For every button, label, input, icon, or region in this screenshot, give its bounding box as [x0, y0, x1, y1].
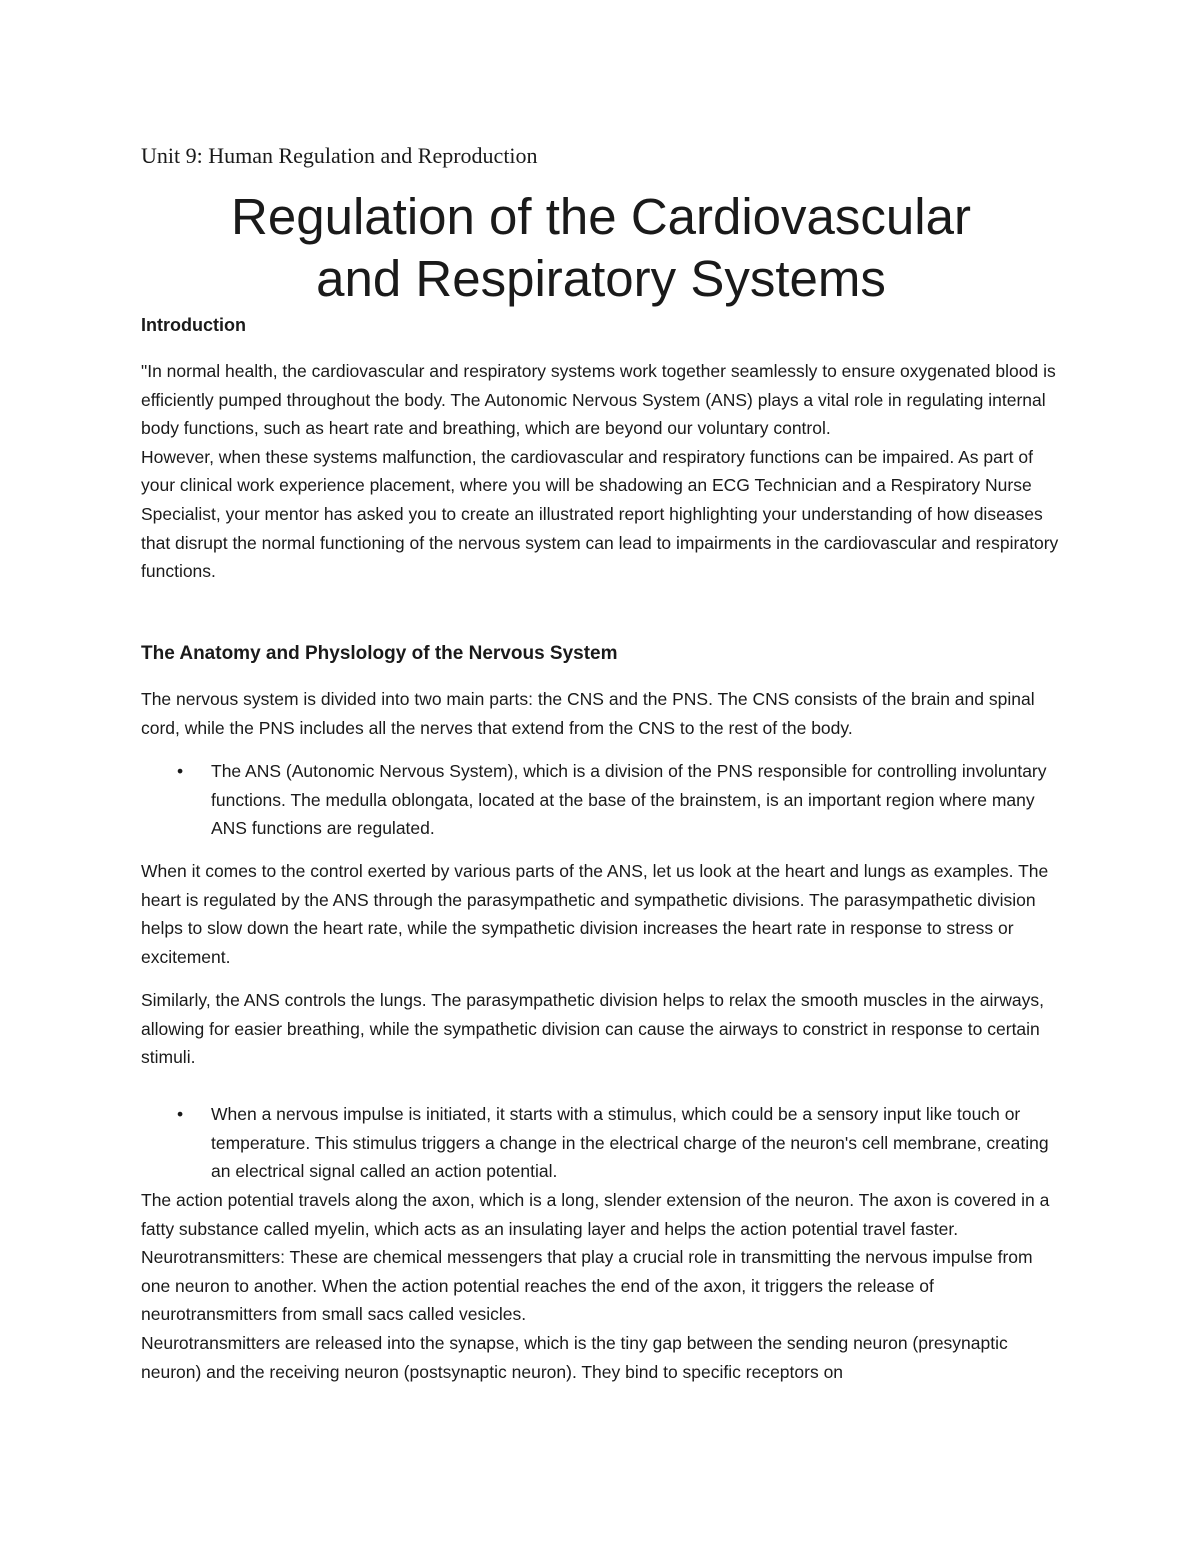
unit-label: Unit 9: Human Regulation and Reproduction: [141, 143, 538, 168]
intro-body: [141, 357, 1061, 586]
bullet-marker: •: [177, 761, 184, 781]
section-paragraph-6: Neurotransmitters are released into the synapse, which is the tiny gap between the sending neuron (presynaptic neuron) and the receiving neuron (postsynaptic neuron). They bind to specific receptors on: [141, 1332, 1008, 1382]
document-title: [141, 186, 1061, 310]
bullet-item-ans: [141, 757, 1061, 843]
section-paragraph-3-text: Similarly, the ANS controls the lungs. The parasympathetic division helps to relax the smooth muscles in the airways, allowing for easier breathing, while the sympathetic division can cause the airways to constrict in response to certain stimuli.: [141, 990, 1044, 1068]
section-paragraph-4: The action potential travels along the axon, which is a long, slender extension of the neuron. The axon is covered in a fatty substance called myelin, which acts as an insulating layer and helps the action potential travel faster.: [141, 1190, 1050, 1239]
section-paragraph-5: Neurotransmitters: These are chemical messengers that play a crucial role in transmitting the nervous impulse from one neuron to another. When the action potential reaches the end of the axon, it triggers the release of neurotransmitters from small sacs called vesicles.: [141, 1247, 1033, 1325]
bullet-item-impulse: [141, 1100, 1061, 1186]
section-heading: The Anatomy and Physlology of the Nervous System: [141, 643, 618, 664]
intro-paragraph-1: "In normal health, the cardiovascular and respiratory systems work together seamlessly to ensure oxygenated blood is efficiently pumped throughout the body. The Autonomic Nervous System (ANS) plays a vital role in regulating internal body functions, such as heart rate and breathing, which are beyond our voluntary control.: [141, 361, 1056, 439]
section-paragraph-3: [141, 986, 1061, 1072]
title-line-1: Regulation of the Cardiovascular: [231, 188, 971, 245]
section-paragraph-2-text: When it comes to the control exerted by various parts of the ANS, let us look at the heart and lungs as examples. The heart is regulated by the ANS through the parasympathetic and sympathetic divisions. The parasympathetic division helps to slow down the heart rate, while the sympathetic division increases the heart rate in response to stress or excitement.: [141, 861, 1049, 967]
section-body-continued: [141, 1186, 1061, 1386]
intro-paragraph-2: However, when these systems malfunction, the cardiovascular and respiratory functions can be impaired. As part of your clinical work experience placement, where you will be shadowing an ECG Technician and a Respiratory Nurse Specialist, your mentor has asked you to create an illustrated report highlighting your understanding of how diseases that disrupt the normal functioning of the nervous system can lead to impairments in the cardiovascular and respiratory functions.: [141, 446, 1059, 582]
title-line-2: and Respiratory Systems: [316, 250, 886, 307]
section-paragraph-2: [141, 857, 1061, 971]
section-paragraph-1: [141, 685, 1061, 742]
bullet-text-ans: The ANS (Autonomic Nervous System), which is a division of the PNS responsible for controlling involuntary functions. The medulla oblongata, located at the base of the brainstem, is an important region where many ANS functions are regulated.: [211, 761, 1047, 839]
bullet-marker: •: [177, 1104, 184, 1124]
intro-heading: Introduction: [141, 315, 246, 335]
section-paragraph-1-text: The nervous system is divided into two main parts: the CNS and the PNS. The CNS consists of the brain and spinal cord, while the PNS includes all the nerves that extend from the CNS to the rest of the body.: [141, 689, 1035, 738]
bullet-text-impulse: When a nervous impulse is initiated, it starts with a stimulus, which could be a sensory input like touch or temperature. This stimulus triggers a change in the electrical charge of the neuron's cell membrane, creating an electrical signal called an action potential.: [211, 1104, 1049, 1182]
